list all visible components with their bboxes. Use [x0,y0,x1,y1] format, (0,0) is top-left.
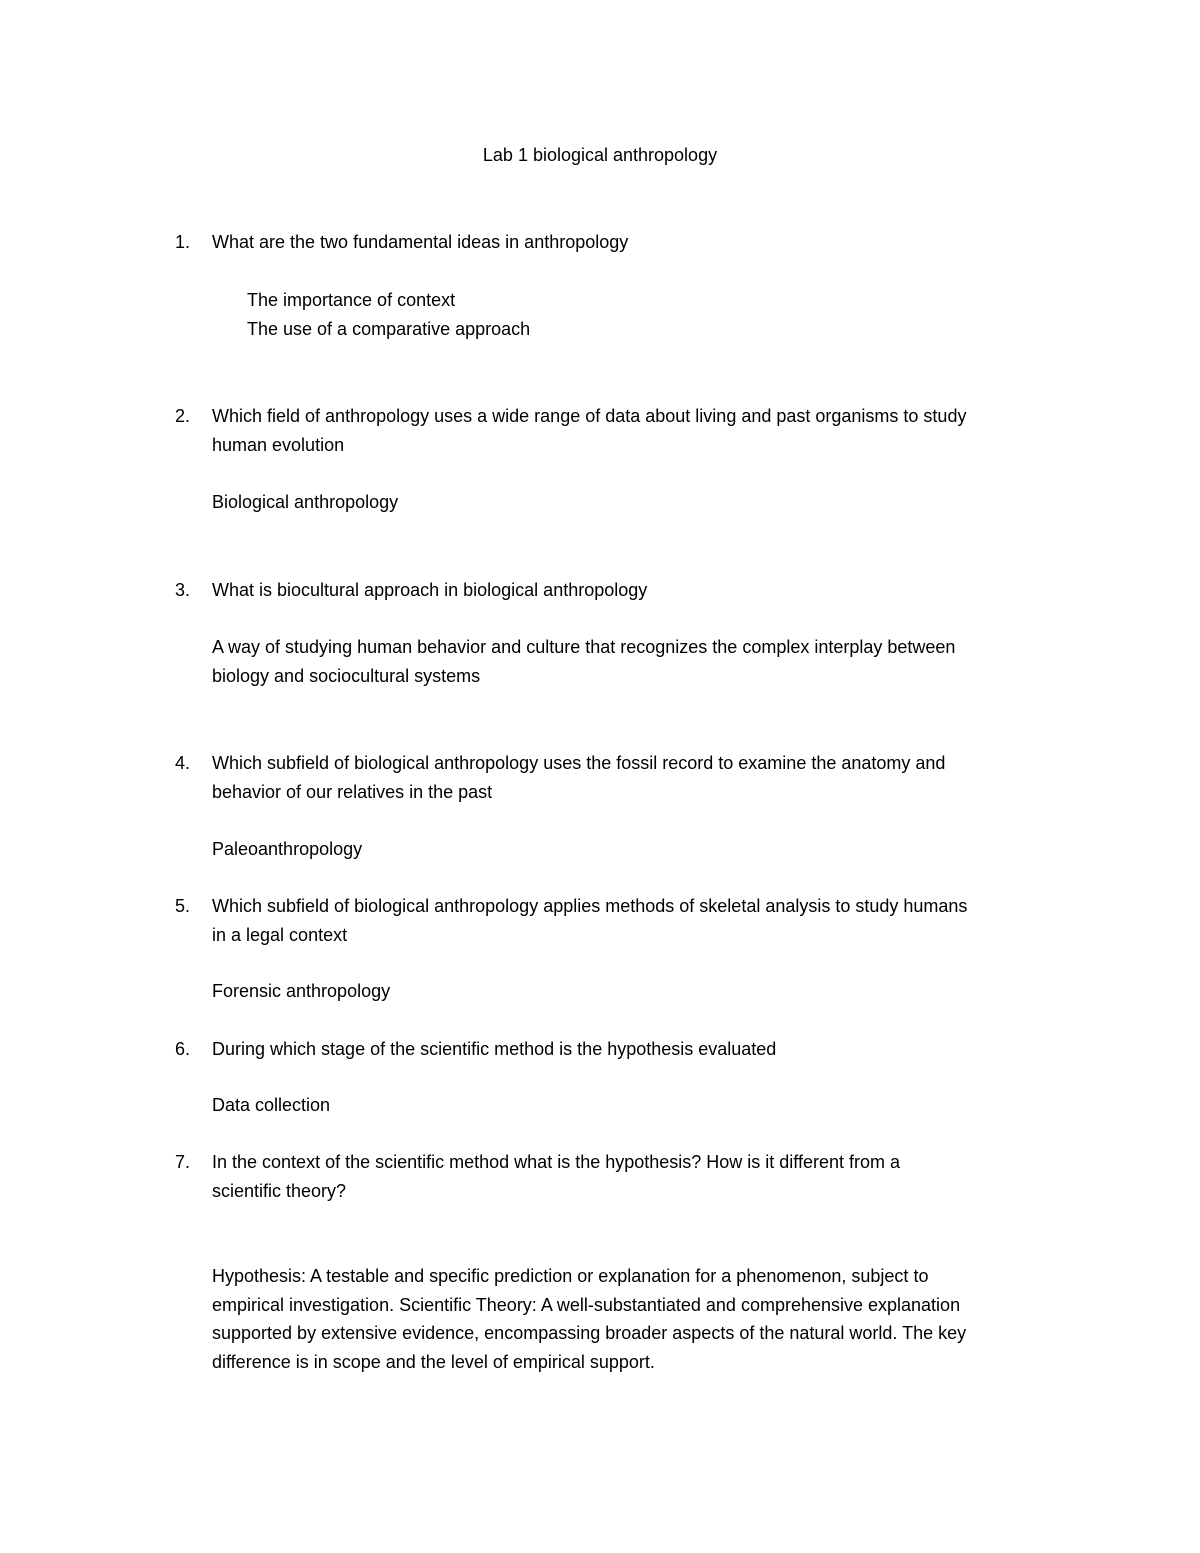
question-line: human evolution [212,434,345,455]
answer-5: Forensic anthropology [212,981,391,1001]
question-4 [175,749,1055,806]
answer-6: Data collection [212,1095,331,1115]
question-text [212,749,1055,806]
question-text: What are the two fundamental ideas in anthropology [212,232,629,252]
answer-line: empirical investigation. Scientific Theory: A well-substantiated and comprehensive explanation [212,1294,961,1315]
question-number: 7. [175,1152,191,1172]
question-text: During which stage of the scientific method is the hypothesis evaluated [212,1039,777,1059]
answer-line: supported by extensive evidence, encompassing broader aspects of the natural world. The key [212,1323,967,1343]
question-line: Which subfield of biological anthropology applies methods of skeletal analysis to study humans [212,896,968,916]
question-line: in a legal context [212,924,348,945]
question-7 [175,1148,1055,1205]
question-text [212,402,1055,459]
answer-line: biology and sociocultural systems [212,665,481,686]
question-number: 5. [175,896,191,916]
answer-line: difference is in scope and the level of empirical support. [212,1351,655,1372]
question-3 [175,576,1055,605]
question-line: behavior of our relatives in the past [212,781,493,802]
question-5 [175,892,1055,949]
question-line: In the context of the scientific method what is the hypothesis? How is it different from a [212,1152,901,1172]
question-text: What is biocultural approach in biological anthropology [212,580,648,600]
answer-3 [212,633,1052,690]
answer-2: Biological anthropology [212,492,399,512]
document-title: Lab 1 biological anthropology [482,145,718,165]
question-number: 2. [175,406,191,426]
answer-7 [212,1262,1052,1376]
question-6 [175,1035,1055,1064]
answer-line: The importance of context [247,290,456,310]
question-line: Which subfield of biological anthropology uses the fossil record to examine the anatomy and [212,753,946,773]
answer-line: Hypothesis: A testable and specific prediction or explanation for a phenomenon, subject to [212,1266,929,1286]
answer-line: The use of a comparative approach [247,318,531,339]
question-text [212,892,1055,949]
answer-1 [247,286,1087,343]
question-number: 6. [175,1039,191,1059]
question-1 [175,228,1055,257]
question-2 [175,402,1055,459]
answer-4: Paleoanthropology [212,839,363,859]
question-text [212,1148,1055,1205]
question-line: Which field of anthropology uses a wide range of data about living and past organisms to study [212,406,967,426]
question-number: 3. [175,580,191,600]
question-line: scientific theory? [212,1180,347,1201]
question-number: 4. [175,753,191,773]
answer-line: A way of studying human behavior and culture that recognizes the complex interplay between [212,637,956,657]
question-number: 1. [175,232,191,252]
